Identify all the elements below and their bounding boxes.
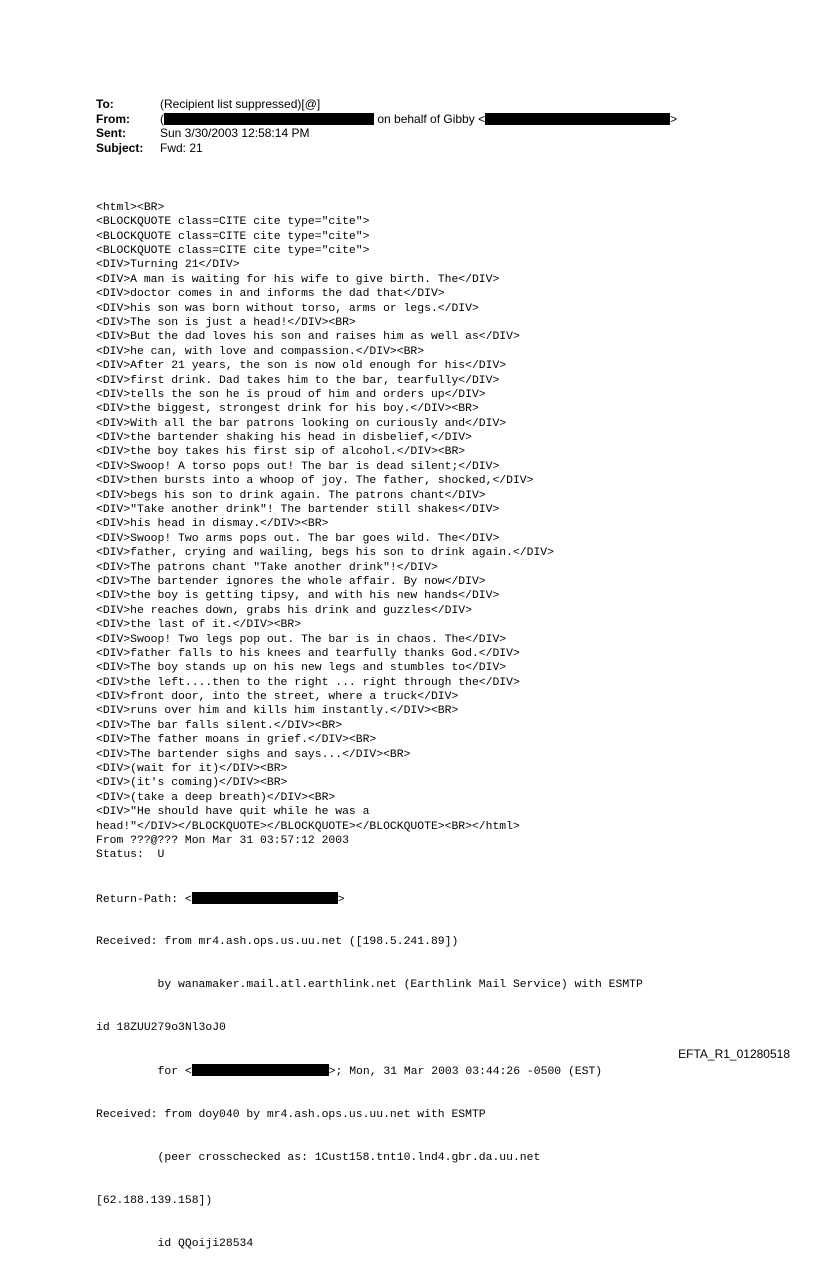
from-suffix: > [670, 111, 678, 126]
body-line: <DIV>father falls to his knees and tearfully thanks God.</DIV> [96, 647, 520, 660]
from-label: From: [96, 111, 130, 126]
received-line: (peer crosschecked as: 1Cust158.tnt10.lnd4.gbr.da.uu.net [96, 1151, 541, 1164]
body-line: <BLOCKQUOTE class=CITE cite type="cite"> [96, 230, 370, 243]
body-line: <DIV>the last of it.</DIV><BR> [96, 619, 302, 632]
subject-value: Fwd: 21 [160, 140, 203, 155]
body-line: <BLOCKQUOTE class=CITE cite type="cite"> [96, 216, 370, 229]
body-line: <DIV>The bartender sighs and says...</DIV><BR> [96, 748, 411, 761]
received-line: id 18ZUU279o3Nl3oJ0 [96, 1022, 226, 1035]
body-line: <DIV>(wait for it)</DIV><BR> [96, 763, 288, 776]
body-line: <DIV>the biggest, strongest drink for his boy.</DIV><BR> [96, 403, 479, 416]
body-line: <DIV>he can, with love and compassion.</DIV><BR> [96, 345, 425, 358]
body-line: <DIV>his head in dismay.</DIV><BR> [96, 518, 329, 531]
body-line: <DIV>But the dad loves his son and raises him as well as</DIV> [96, 331, 520, 344]
body-line: <DIV>Turning 21</DIV> [96, 259, 240, 272]
body-line: <DIV>tells the son he is proud of him and orders up</DIV> [96, 388, 486, 401]
document-id: EFTA_R1_01280518 [678, 1047, 790, 1061]
body-line: <DIV>Swoop! Two arms pops out. The bar goes wild. The</DIV> [96, 532, 500, 545]
body-line: <DIV>the bartender shaking his head in disbelief,</DIV> [96, 432, 472, 445]
received-line: [62.188.139.158]) [96, 1195, 213, 1208]
body-line: <DIV>first drink. Dad takes him to the bar, tearfully</DIV> [96, 374, 500, 387]
body-line: <DIV>doctor comes in and informs the dad that</DIV> [96, 288, 445, 301]
body-line: <DIV>Swoop! A torso pops out! The bar is dead silent;</DIV> [96, 460, 500, 473]
body-line: <DIV>The bar falls silent.</DIV><BR> [96, 719, 343, 732]
body-line: head!"</DIV></BLOCKQUOTE></BLOCKQUOTE></BLOCKQUOTE><BR></html> [96, 820, 520, 833]
return-path-close: > [337, 893, 345, 906]
body-line: <DIV>The son is just a head!</DIV><BR> [96, 316, 356, 329]
body-line: <DIV>Swoop! Two legs pop out. The bar is in chaos. The</DIV> [96, 633, 507, 646]
body-line: <DIV>front door, into the street, where a truck</DIV> [96, 691, 459, 704]
body-line: <DIV>(take a deep breath)</DIV><BR> [96, 791, 336, 804]
body-line: Status: U [96, 849, 165, 862]
to-value: (Recipient list suppressed)[@] [160, 97, 321, 111]
body-line: <DIV>(it's coming)</DIV><BR> [96, 777, 288, 790]
body-line: <DIV>the boy takes his first sip of alcohol.</DIV><BR> [96, 446, 466, 459]
from-prefix: ( [160, 111, 164, 126]
to-row [96, 97, 677, 112]
body-line: <DIV>The patrons chant "Take another drink"!</DIV> [96, 561, 438, 574]
sent-label: Sent: [96, 126, 126, 140]
from-row [96, 112, 677, 127]
email-header [96, 97, 677, 155]
received-line: Received: from doy040 by mr4.ash.ops.us.uu.net with ESMTP [96, 1108, 486, 1121]
subject-row [96, 141, 677, 156]
body-line: <DIV>A man is waiting for his wife to give birth. The</DIV> [96, 273, 500, 286]
body-line: From ???@??? Mon Mar 31 03:57:12 2003 [96, 835, 349, 847]
from-value [160, 112, 677, 127]
body-line: <DIV>"Take another drink"! The bartender still shakes</DIV> [96, 504, 500, 517]
subject-label: Subject: [96, 140, 144, 155]
redaction-bar [192, 892, 338, 904]
body-lines [96, 201, 643, 863]
body-line: <DIV>runs over him and kills him instantly.</DIV><BR> [96, 705, 459, 718]
body-line: <DIV>The bartender ignores the whole affair. By now</DIV> [96, 575, 486, 588]
received-line: by wanamaker.mail.atl.earthlink.net (Earthlink Mail Service) with ESMTP [96, 979, 643, 991]
received-for-line [96, 1064, 643, 1078]
body-line: <DIV>begs his son to drink again. The patrons chant</DIV> [96, 489, 486, 502]
received-line: Received: from mr4.ash.ops.us.uu.net ([198.5.241.89]) [96, 935, 459, 948]
sent-row [96, 126, 677, 141]
body-line: <DIV>father, crying and wailing, begs his son to drink again.</DIV> [96, 547, 554, 560]
body-line: <DIV>The father moans in grief.</DIV><BR> [96, 734, 377, 747]
body-line: <DIV>his son was born without torso, arms or legs.</DIV> [96, 302, 479, 315]
body-line: <DIV>then bursts into a whoop of joy. The father, shocked,</DIV> [96, 475, 534, 488]
return-path-label: Return-Path: < [96, 893, 192, 906]
return-path-line [96, 892, 643, 906]
received-for-label: for < [96, 1066, 192, 1079]
body-line: <DIV>he reaches down, grabs his drink and guzzles</DIV> [96, 604, 472, 617]
body-line: <DIV>The boy stands up on his new legs and stumbles to</DIV> [96, 662, 507, 675]
body-line: <DIV>With all the bar patrons looking on curiously and</DIV> [96, 417, 507, 430]
email-body [96, 172, 643, 1266]
body-line: <BLOCKQUOTE class=CITE cite type="cite"> [96, 244, 370, 257]
body-line: <DIV>After 21 years, the son is now old enough for his</DIV> [96, 360, 507, 373]
from-behalf-text: on behalf of Gibby < [374, 111, 486, 126]
redaction-bar [164, 113, 374, 125]
body-line: <DIV>the left....then to the right ... right through the</DIV> [96, 676, 520, 689]
body-line: <DIV>"He should have quit while he was a [96, 806, 370, 819]
redaction-bar [192, 1064, 329, 1076]
redaction-bar [485, 113, 670, 125]
received-date: >; Mon, 31 Mar 2003 03:44:26 -0500 (EST) [328, 1066, 603, 1079]
to-label: To: [96, 97, 114, 111]
received-line: id QQoiji28534 [96, 1238, 254, 1251]
body-line: <DIV>the boy is getting tipsy, and with his new hands</DIV> [96, 590, 500, 603]
sent-value: Sun 3/30/2003 12:58:14 PM [160, 126, 310, 140]
body-line: <html><BR> [96, 201, 165, 214]
